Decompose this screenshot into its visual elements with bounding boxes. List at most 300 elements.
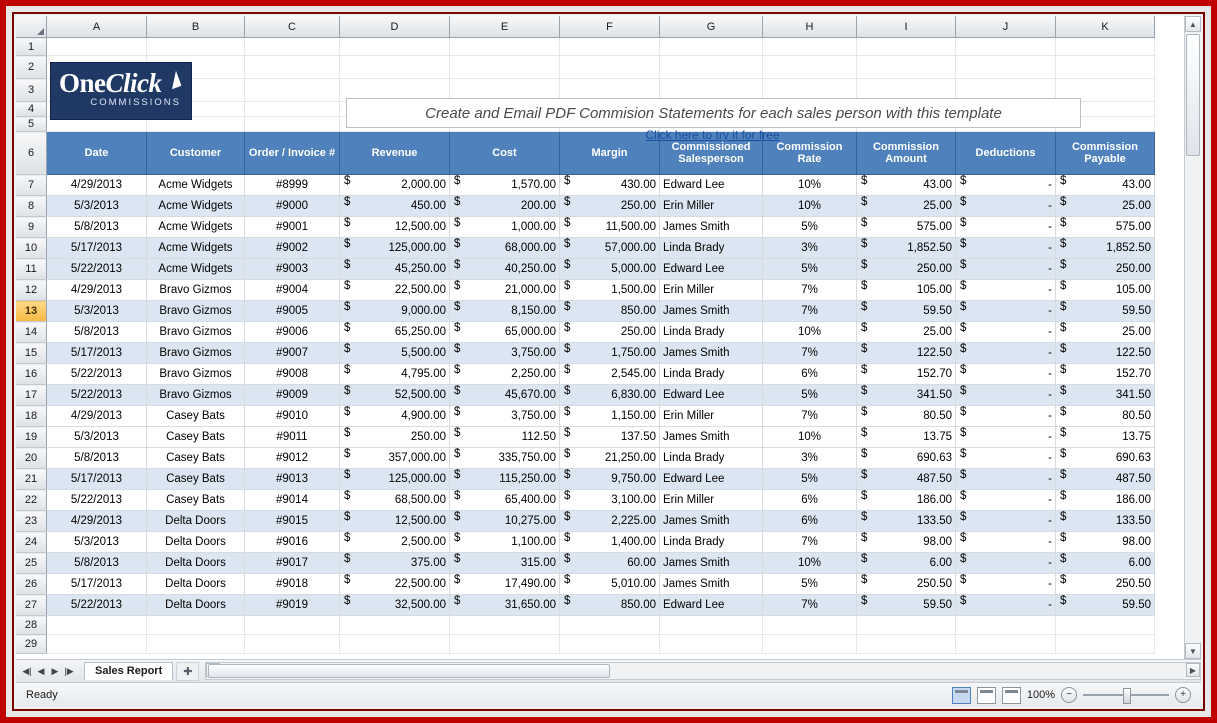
scroll-up-button[interactable]: ▲ [1185,16,1201,32]
table-column-header-4[interactable]: Cost [450,132,560,175]
cell-deductions[interactable]: $ - [956,175,1056,196]
table-row[interactable] [16,217,1155,238]
row-header-3[interactable]: 3 [16,79,47,102]
cell-date[interactable]: 5/8/2013 [47,217,147,238]
cell-commission-payable[interactable]: $ 59.50 [1056,301,1155,322]
row-header-16[interactable]: 16 [16,364,47,385]
cell-commission-payable[interactable]: $ 341.50 [1056,385,1155,406]
cell-cost[interactable]: $ 335,750.00 [450,448,560,469]
cell-revenue[interactable]: $ 32,500.00 [340,595,450,616]
table-column-header-3[interactable]: Revenue [340,132,450,175]
row-header-29[interactable]: 29 [16,635,47,654]
table-row[interactable] [16,427,1155,448]
cell-commission-rate[interactable]: 3% [763,238,857,259]
cell-order-number[interactable]: #9017 [245,553,340,574]
cell-revenue[interactable]: $ 65,250.00 [340,322,450,343]
cell-revenue[interactable]: $ 9,000.00 [340,301,450,322]
cell-revenue[interactable]: $ 12,500.00 [340,217,450,238]
cell-customer[interactable]: Casey Bats [147,469,245,490]
cell-empty[interactable] [340,56,450,79]
cell-revenue[interactable]: $ 2,000.00 [340,175,450,196]
cell-deductions[interactable]: $ - [956,532,1056,553]
row-header-2[interactable]: 2 [16,56,47,79]
cell-empty[interactable] [47,635,147,654]
cell-customer[interactable]: Delta Doors [147,532,245,553]
cell-cost[interactable]: $ 31,650.00 [450,595,560,616]
cell-deductions[interactable]: $ - [956,511,1056,532]
table-row[interactable] [16,574,1155,595]
cell-revenue[interactable]: $ 5,500.00 [340,343,450,364]
cell-empty[interactable] [857,38,956,56]
last-sheet-icon[interactable]: |▶ [64,665,74,676]
cell-commission-rate[interactable]: 6% [763,364,857,385]
cell-customer[interactable]: Delta Doors [147,574,245,595]
row-header-26[interactable]: 26 [16,574,47,595]
row-header-11[interactable]: 11 [16,259,47,280]
table-row[interactable] [16,259,1155,280]
cell-order-number[interactable]: #9006 [245,322,340,343]
cell-empty[interactable] [147,616,245,635]
table-row[interactable] [16,175,1155,196]
row-header-20[interactable]: 20 [16,448,47,469]
cell-cost[interactable]: $ 10,275.00 [450,511,560,532]
cell-commission-rate[interactable]: 6% [763,511,857,532]
cell-commission-amount[interactable]: $ 43.00 [857,175,956,196]
cell-commission-payable[interactable]: $ 105.00 [1056,280,1155,301]
cell-deductions[interactable]: $ - [956,217,1056,238]
cell-commission-amount[interactable]: $ 13.75 [857,427,956,448]
cell-revenue[interactable]: $ 2,500.00 [340,532,450,553]
cell-commission-rate[interactable]: 10% [763,427,857,448]
cell-margin[interactable]: $ 57,000.00 [560,238,660,259]
cell-commission-payable[interactable]: $ 133.50 [1056,511,1155,532]
cell-salesperson[interactable]: James Smith [660,217,763,238]
cell-order-number[interactable]: #9016 [245,532,340,553]
cell-salesperson[interactable]: James Smith [660,553,763,574]
cell-date[interactable]: 5/17/2013 [47,238,147,259]
cell-commission-rate[interactable]: 5% [763,469,857,490]
cell-customer[interactable]: Casey Bats [147,490,245,511]
cell-commission-rate[interactable]: 10% [763,196,857,217]
cell-margin[interactable]: $ 1,750.00 [560,343,660,364]
row-header-5[interactable]: 5 [16,117,47,132]
cell-order-number[interactable]: #9014 [245,490,340,511]
previous-sheet-icon[interactable]: ◀ [37,665,45,676]
cell-margin[interactable]: $ 5,000.00 [560,259,660,280]
cell-empty[interactable] [450,616,560,635]
cell-commission-amount[interactable]: $ 6.00 [857,553,956,574]
sheet-nav-buttons[interactable] [16,666,80,677]
cell-date[interactable]: 5/22/2013 [47,490,147,511]
cell-revenue[interactable]: $ 125,000.00 [340,238,450,259]
cell-customer[interactable]: Bravo Gizmos [147,385,245,406]
row-header-12[interactable]: 12 [16,280,47,301]
cell-revenue[interactable]: $ 250.00 [340,427,450,448]
cell-deductions[interactable]: $ - [956,448,1056,469]
cell-deductions[interactable]: $ - [956,553,1056,574]
horizontal-scrollbar[interactable] [205,662,1201,680]
cell-order-number[interactable]: #9003 [245,259,340,280]
cell-cost[interactable]: $ 1,100.00 [450,532,560,553]
row-header-13[interactable]: 13 [16,301,47,322]
cell-order-number[interactable]: #9009 [245,385,340,406]
cell-empty[interactable] [956,616,1056,635]
cell-empty[interactable] [47,38,147,56]
cell-deductions[interactable]: $ - [956,469,1056,490]
insert-worksheet-icon[interactable]: ✚ [176,662,199,681]
cell-commission-payable[interactable]: $ 59.50 [1056,595,1155,616]
first-sheet-icon[interactable]: ◀| [22,665,32,676]
cell-customer[interactable]: Acme Widgets [147,238,245,259]
column-header-F[interactable]: F [560,16,660,38]
cell-empty[interactable] [660,635,763,654]
cell-revenue[interactable]: $ 45,250.00 [340,259,450,280]
cell-commission-amount[interactable]: $ 59.50 [857,301,956,322]
cell-date[interactable]: 5/22/2013 [47,595,147,616]
cell-empty[interactable] [1056,38,1155,56]
cell-date[interactable]: 5/3/2013 [47,301,147,322]
table-column-header-7[interactable]: Commission Rate [763,132,857,175]
cell-date[interactable]: 5/8/2013 [47,322,147,343]
cell-order-number[interactable]: #9004 [245,280,340,301]
cell-order-number[interactable]: #8999 [245,175,340,196]
cell-cost[interactable]: $ 2,250.00 [450,364,560,385]
cell-date[interactable]: 5/22/2013 [47,385,147,406]
cell-order-number[interactable]: #9007 [245,343,340,364]
cell-margin[interactable]: $ 2,225.00 [560,511,660,532]
page-layout-view-button[interactable] [977,687,996,704]
row-header-8[interactable]: 8 [16,196,47,217]
cell-deductions[interactable]: $ - [956,385,1056,406]
cell-empty[interactable] [147,38,245,56]
page-break-view-button[interactable] [1002,687,1021,704]
cell-empty[interactable] [857,635,956,654]
table-row[interactable] [16,448,1155,469]
cell-empty[interactable] [560,616,660,635]
table-column-header-8[interactable]: Commission Amount [857,132,956,175]
cell-cost[interactable]: $ 1,570.00 [450,175,560,196]
cell-deductions[interactable]: $ - [956,280,1056,301]
cell-date[interactable]: 4/29/2013 [47,280,147,301]
row-header-15[interactable]: 15 [16,343,47,364]
cell-empty[interactable] [1056,616,1155,635]
cell-revenue[interactable]: $ 22,500.00 [340,280,450,301]
cell-commission-rate[interactable]: 7% [763,343,857,364]
cell-margin[interactable]: $ 1,500.00 [560,280,660,301]
row-header-23[interactable]: 23 [16,511,47,532]
cell-salesperson[interactable]: Linda Brady [660,322,763,343]
cell-empty[interactable] [857,56,956,79]
cell-date[interactable]: 5/22/2013 [47,364,147,385]
cell-cost[interactable]: $ 8,150.00 [450,301,560,322]
cell-commission-amount[interactable]: $ 341.50 [857,385,956,406]
cell-commission-rate[interactable]: 7% [763,280,857,301]
cell-cost[interactable]: $ 65,400.00 [450,490,560,511]
cell-empty[interactable] [245,102,340,117]
row-header-4[interactable]: 4 [16,102,47,117]
horizontal-scroll-thumb[interactable] [208,664,610,678]
cell-cost[interactable]: $ 315.00 [450,553,560,574]
cell-revenue[interactable]: $ 375.00 [340,553,450,574]
cell-date[interactable]: 5/17/2013 [47,574,147,595]
cell-empty[interactable] [245,56,340,79]
table-row[interactable] [16,238,1155,259]
row-header-22[interactable]: 22 [16,490,47,511]
cell-customer[interactable]: Acme Widgets [147,259,245,280]
zoom-slider-thumb[interactable] [1123,688,1131,704]
cell-empty[interactable] [956,635,1056,654]
cell-revenue[interactable]: $ 4,900.00 [340,406,450,427]
status-right-group[interactable] [952,687,1201,704]
cell-order-number[interactable]: #9011 [245,427,340,448]
cell-commission-payable[interactable]: $ 122.50 [1056,343,1155,364]
cell-empty[interactable] [340,38,450,56]
cell-commission-payable[interactable]: $ 13.75 [1056,427,1155,448]
cell-commission-rate[interactable]: 3% [763,448,857,469]
cell-empty[interactable] [660,38,763,56]
cell-commission-rate[interactable]: 7% [763,301,857,322]
cell-date[interactable]: 4/29/2013 [47,406,147,427]
cell-commission-rate[interactable]: 10% [763,553,857,574]
scroll-right-button[interactable]: ▶ [1186,663,1200,677]
cell-order-number[interactable]: #9013 [245,469,340,490]
table-column-header-1[interactable]: Customer [147,132,245,175]
cell-commission-rate[interactable]: 7% [763,532,857,553]
cell-salesperson[interactable]: Erin Miller [660,280,763,301]
cell-cost[interactable]: $ 21,000.00 [450,280,560,301]
row-header-9[interactable]: 9 [16,217,47,238]
cell-customer[interactable]: Delta Doors [147,553,245,574]
cell-empty[interactable] [660,56,763,79]
cell-customer[interactable]: Bravo Gizmos [147,343,245,364]
table-column-header-9[interactable]: Deductions [956,132,1056,175]
cell-customer[interactable]: Casey Bats [147,427,245,448]
cell-commission-rate[interactable]: 10% [763,322,857,343]
cell-cost[interactable]: $ 65,000.00 [450,322,560,343]
cell-salesperson[interactable]: Linda Brady [660,364,763,385]
cell-margin[interactable]: $ 137.50 [560,427,660,448]
table-row[interactable] [16,511,1155,532]
worksheet-grid[interactable] [16,16,1201,659]
cell-order-number[interactable]: #9018 [245,574,340,595]
cell-order-number[interactable]: #9015 [245,511,340,532]
cell-deductions[interactable]: $ - [956,595,1056,616]
cell-margin[interactable]: $ 6,830.00 [560,385,660,406]
table-row[interactable] [16,196,1155,217]
cell-margin[interactable]: $ 1,400.00 [560,532,660,553]
cell-empty[interactable] [560,635,660,654]
cell-margin[interactable]: $ 60.00 [560,553,660,574]
cell-commission-payable[interactable]: $ 25.00 [1056,322,1155,343]
cell-empty[interactable] [560,56,660,79]
cell-commission-amount[interactable]: $ 98.00 [857,532,956,553]
cell-date[interactable]: 4/29/2013 [47,511,147,532]
column-header-D[interactable]: D [340,16,450,38]
cell-margin[interactable]: $ 5,010.00 [560,574,660,595]
cell-margin[interactable]: $ 250.00 [560,196,660,217]
cell-order-number[interactable]: #9005 [245,301,340,322]
cell-order-number[interactable]: #9012 [245,448,340,469]
cell-cost[interactable]: $ 45,670.00 [450,385,560,406]
cell-commission-rate[interactable]: 10% [763,175,857,196]
cell-commission-rate[interactable]: 7% [763,406,857,427]
cell-salesperson[interactable]: Erin Miller [660,196,763,217]
cell-empty[interactable] [763,616,857,635]
cell-salesperson[interactable]: Linda Brady [660,448,763,469]
cell-commission-amount[interactable]: $ 690.63 [857,448,956,469]
cell-empty[interactable] [956,38,1056,56]
cell-order-number[interactable]: #9002 [245,238,340,259]
cell-commission-amount[interactable]: $ 133.50 [857,511,956,532]
cell-deductions[interactable]: $ - [956,196,1056,217]
column-header-row[interactable] [16,16,1155,38]
cell-margin[interactable]: $ 850.00 [560,301,660,322]
cell-deductions[interactable]: $ - [956,574,1056,595]
cell-commission-payable[interactable]: $ 80.50 [1056,406,1155,427]
cell-revenue[interactable]: $ 4,795.00 [340,364,450,385]
cell-margin[interactable]: $ 9,750.00 [560,469,660,490]
row-header-27[interactable]: 27 [16,595,47,616]
row-header-1[interactable]: 1 [16,38,47,56]
cell-salesperson[interactable]: James Smith [660,427,763,448]
cell-margin[interactable]: $ 1,150.00 [560,406,660,427]
cell-empty[interactable] [956,56,1056,79]
cell-revenue[interactable]: $ 357,000.00 [340,448,450,469]
cell-salesperson[interactable]: James Smith [660,343,763,364]
table-row[interactable] [16,469,1155,490]
cell-customer[interactable]: Acme Widgets [147,217,245,238]
cell-commission-payable[interactable]: $ 250.50 [1056,574,1155,595]
cell-deductions[interactable]: $ - [956,406,1056,427]
cell-commission-rate[interactable]: 7% [763,595,857,616]
cell-margin[interactable]: $ 430.00 [560,175,660,196]
table-column-header-10[interactable]: Commission Payable [1056,132,1155,175]
cell-margin[interactable]: $ 250.00 [560,322,660,343]
cell-revenue[interactable]: $ 450.00 [340,196,450,217]
cell-order-number[interactable]: #9000 [245,196,340,217]
cell-customer[interactable]: Delta Doors [147,511,245,532]
table-row[interactable] [16,490,1155,511]
cell-revenue[interactable]: $ 22,500.00 [340,574,450,595]
cell-salesperson[interactable]: Edward Lee [660,469,763,490]
row-header-14[interactable]: 14 [16,322,47,343]
cell-date[interactable]: 5/17/2013 [47,469,147,490]
cell-commission-rate[interactable]: 5% [763,574,857,595]
cell-commission-amount[interactable]: $ 105.00 [857,280,956,301]
cell-empty[interactable] [763,635,857,654]
row-header-6[interactable]: 6 [16,132,47,175]
cell-empty[interactable] [450,635,560,654]
cell-customer[interactable]: Casey Bats [147,448,245,469]
cell-cost[interactable]: $ 68,000.00 [450,238,560,259]
cell-commission-payable[interactable]: $ 250.00 [1056,259,1155,280]
cell-margin[interactable]: $ 21,250.00 [560,448,660,469]
cell-commission-payable[interactable]: $ 186.00 [1056,490,1155,511]
cell-commission-payable[interactable]: $ 690.63 [1056,448,1155,469]
column-header-J[interactable]: J [956,16,1056,38]
cell-cost[interactable]: $ 3,750.00 [450,406,560,427]
cell-empty[interactable] [245,79,340,102]
cell-deductions[interactable]: $ - [956,301,1056,322]
cell-commission-payable[interactable]: $ 6.00 [1056,553,1155,574]
cell-commission-rate[interactable]: 6% [763,490,857,511]
cell-order-number[interactable]: #9008 [245,364,340,385]
column-header-B[interactable]: B [147,16,245,38]
cell-commission-payable[interactable]: $ 487.50 [1056,469,1155,490]
cell-cost[interactable]: $ 1,000.00 [450,217,560,238]
cell-deductions[interactable]: $ - [956,490,1056,511]
table-row[interactable] [16,280,1155,301]
cell-empty[interactable] [245,635,340,654]
cell-date[interactable]: 5/8/2013 [47,553,147,574]
cell-empty[interactable] [857,616,956,635]
table-column-header-2[interactable]: Order / Invoice # [245,132,340,175]
row-header-10[interactable]: 10 [16,238,47,259]
zoom-out-button[interactable]: − [1061,687,1077,703]
cell-salesperson[interactable]: Edward Lee [660,259,763,280]
cell-empty[interactable] [245,117,340,132]
cell-empty[interactable] [763,38,857,56]
cell-salesperson[interactable]: James Smith [660,511,763,532]
try-it-free-link[interactable] [346,128,1079,142]
cell-empty[interactable] [660,616,763,635]
cell-date[interactable]: 4/29/2013 [47,175,147,196]
cell-deductions[interactable]: $ - [956,322,1056,343]
cell-date[interactable]: 5/3/2013 [47,532,147,553]
table-row[interactable] [16,364,1155,385]
cell-order-number[interactable]: #9001 [245,217,340,238]
cell-customer[interactable]: Acme Widgets [147,196,245,217]
cell-commission-amount[interactable]: $ 250.00 [857,259,956,280]
cell-salesperson[interactable]: Linda Brady [660,238,763,259]
cell-cost[interactable]: $ 200.00 [450,196,560,217]
cell-empty[interactable] [340,635,450,654]
cell-empty[interactable] [763,56,857,79]
cell-empty[interactable] [450,38,560,56]
cell-deductions[interactable]: $ - [956,238,1056,259]
table-row[interactable] [16,532,1155,553]
cell-date[interactable]: 5/22/2013 [47,259,147,280]
cell-customer[interactable]: Acme Widgets [147,175,245,196]
normal-view-button[interactable] [952,687,971,704]
cell-customer[interactable]: Delta Doors [147,595,245,616]
cell-cost[interactable]: $ 115,250.00 [450,469,560,490]
row-header-7[interactable]: 7 [16,175,47,196]
row-header-18[interactable]: 18 [16,406,47,427]
column-header-A[interactable]: A [47,16,147,38]
zoom-slider[interactable] [1083,694,1169,696]
vertical-scrollbar[interactable] [1184,16,1201,659]
cell-commission-payable[interactable]: $ 98.00 [1056,532,1155,553]
zoom-in-button[interactable]: + [1175,687,1191,703]
table-column-header-5[interactable]: Margin [560,132,660,175]
cell-salesperson[interactable]: James Smith [660,301,763,322]
cell-cost[interactable]: $ 3,750.00 [450,343,560,364]
cell-commission-amount[interactable]: $ 487.50 [857,469,956,490]
cell-customer[interactable]: Bravo Gizmos [147,280,245,301]
table-row[interactable] [16,343,1155,364]
cell-margin[interactable]: $ 3,100.00 [560,490,660,511]
cell-revenue[interactable]: $ 125,000.00 [340,469,450,490]
cell-deductions[interactable]: $ - [956,259,1056,280]
scroll-down-button[interactable]: ▼ [1185,643,1201,659]
column-header-E[interactable]: E [450,16,560,38]
cell-empty[interactable] [450,56,560,79]
cell-empty[interactable] [245,616,340,635]
cell-salesperson[interactable]: Edward Lee [660,175,763,196]
cell-customer[interactable]: Bravo Gizmos [147,301,245,322]
cell-margin[interactable]: $ 11,500.00 [560,217,660,238]
